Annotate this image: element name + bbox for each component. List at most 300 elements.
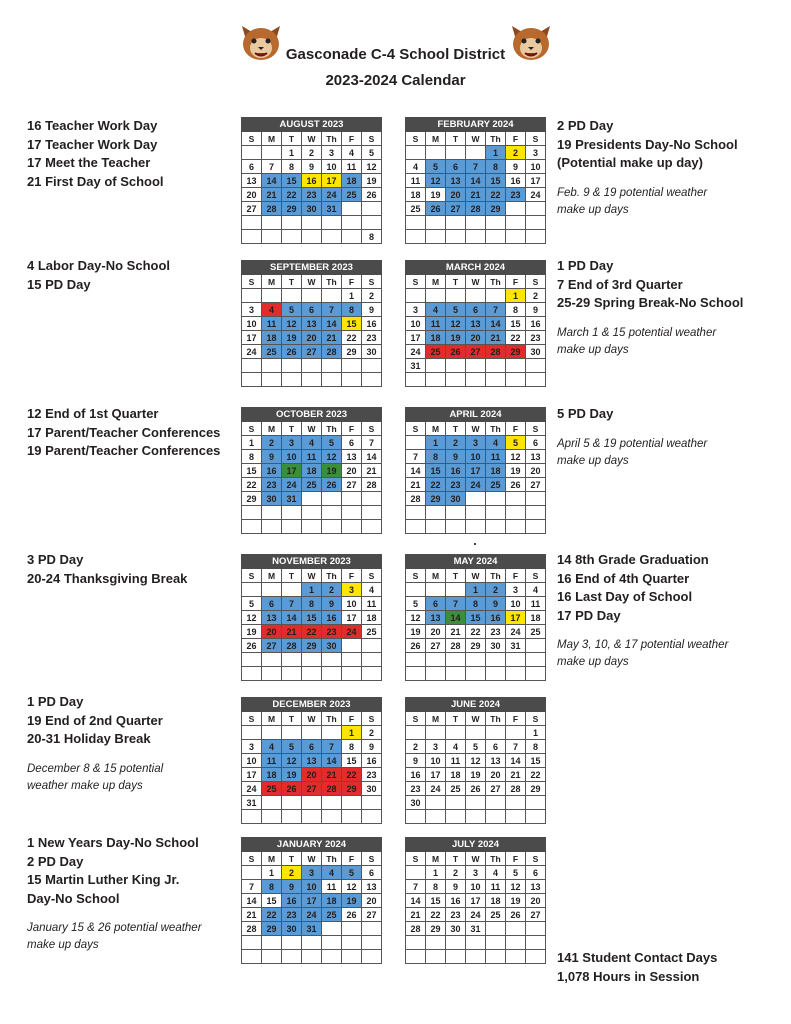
day-cell: 20	[526, 894, 546, 908]
empty-cell	[486, 653, 506, 667]
weekday-label: M	[262, 275, 282, 289]
empty-cell	[406, 866, 426, 880]
empty-cell	[362, 520, 382, 534]
day-cell: 1	[426, 866, 446, 880]
day-cell: 8	[242, 450, 262, 464]
month-calendar	[405, 697, 546, 824]
weekday-label: W	[466, 275, 486, 289]
day-cell: 24	[466, 478, 486, 492]
day-cell: 11	[526, 597, 546, 611]
weekday-label: M	[262, 569, 282, 583]
day-cell: 2	[526, 289, 546, 303]
empty-cell	[486, 950, 506, 964]
day-cell: 9	[362, 303, 382, 317]
day-cell: 13	[362, 880, 382, 894]
day-cell: 15	[302, 611, 322, 625]
month-title: JANUARY 2024	[242, 838, 382, 852]
empty-cell	[282, 810, 302, 824]
note-line: 16 End of 4th Quarter	[557, 570, 690, 586]
day-cell: 23	[526, 331, 546, 345]
day-cell: 12	[242, 611, 262, 625]
day-cell: 16	[526, 317, 546, 331]
day-cell: 7	[466, 160, 486, 174]
day-cell: 11	[486, 450, 506, 464]
weekday-label: F	[342, 569, 362, 583]
left-notes-block	[27, 834, 247, 954]
note-line: 17 PD Day	[557, 607, 621, 623]
empty-cell	[406, 506, 426, 520]
day-cell: 28	[406, 922, 426, 936]
day-cell: 15	[242, 464, 262, 478]
note-line: 1 New Years Day-No School	[27, 835, 199, 850]
empty-cell	[362, 639, 382, 653]
empty-cell	[506, 202, 526, 216]
note-line: 19 Parent/Teacher Conferences	[27, 443, 221, 458]
empty-cell	[242, 373, 262, 387]
empty-cell	[282, 583, 302, 597]
empty-cell	[342, 202, 362, 216]
empty-cell	[426, 950, 446, 964]
day-cell: 6	[262, 597, 282, 611]
note-line: 15 PD Day	[27, 276, 91, 292]
empty-cell	[406, 146, 426, 160]
day-cell: 23	[262, 478, 282, 492]
right-notes-block	[557, 257, 777, 359]
day-cell: 4	[262, 740, 282, 754]
empty-cell	[446, 506, 466, 520]
day-cell: 27	[526, 478, 546, 492]
weekday-label: T	[282, 275, 302, 289]
day-cell: 30	[526, 345, 546, 359]
empty-cell	[242, 653, 262, 667]
empty-cell	[262, 520, 282, 534]
weekday-label: W	[466, 422, 486, 436]
day-cell: 17	[242, 331, 262, 345]
day-cell: 28	[322, 345, 342, 359]
day-cell: 22	[526, 768, 546, 782]
empty-cell	[342, 639, 362, 653]
empty-cell	[506, 922, 526, 936]
empty-cell	[262, 289, 282, 303]
day-cell: 23	[406, 782, 426, 796]
empty-cell	[506, 359, 526, 373]
day-cell: 25	[486, 908, 506, 922]
empty-cell	[526, 936, 546, 950]
day-cell: 6	[242, 160, 262, 174]
day-cell: 22	[342, 768, 362, 782]
weekday-label: M	[426, 422, 446, 436]
day-cell: 18	[446, 768, 466, 782]
day-cell: 27	[446, 202, 466, 216]
day-cell: 10	[406, 317, 426, 331]
day-cell: 11	[322, 880, 342, 894]
day-cell: 4	[426, 303, 446, 317]
empty-cell	[486, 922, 506, 936]
day-cell: 19	[362, 174, 382, 188]
month-calendar	[241, 407, 382, 534]
empty-cell	[322, 373, 342, 387]
wildcat-mascot-icon	[508, 22, 554, 62]
day-cell: 17	[526, 174, 546, 188]
empty-cell	[506, 796, 526, 810]
empty-cell	[342, 216, 362, 230]
day-cell: 14	[446, 611, 466, 625]
day-cell: 27	[526, 908, 546, 922]
weekday-label: M	[262, 712, 282, 726]
day-cell: 13	[526, 450, 546, 464]
empty-cell	[486, 492, 506, 506]
day-cell: 21	[506, 768, 526, 782]
empty-cell	[526, 359, 546, 373]
weekday-label: Th	[486, 712, 506, 726]
day-cell: 3	[506, 583, 526, 597]
day-cell: 23	[282, 908, 302, 922]
weekday-label: T	[446, 712, 466, 726]
empty-cell	[282, 667, 302, 681]
day-cell: 6	[466, 303, 486, 317]
empty-cell	[342, 492, 362, 506]
day-cell: 19	[426, 188, 446, 202]
day-cell: 13	[262, 611, 282, 625]
stray-dot	[474, 543, 476, 545]
day-cell: 19	[322, 464, 342, 478]
empty-cell	[262, 506, 282, 520]
month-title: DECEMBER 2023	[242, 698, 382, 712]
empty-cell	[486, 796, 506, 810]
empty-cell	[466, 289, 486, 303]
weekday-label: W	[302, 132, 322, 146]
empty-cell	[526, 230, 546, 244]
weekday-label: S	[406, 852, 426, 866]
empty-cell	[426, 289, 446, 303]
empty-cell	[342, 950, 362, 964]
day-cell: 30	[302, 202, 322, 216]
day-cell: 19	[506, 464, 526, 478]
weekday-label: T	[446, 852, 466, 866]
empty-cell	[526, 506, 546, 520]
month-calendar	[241, 117, 382, 244]
day-cell: 31	[466, 922, 486, 936]
month-calendar	[241, 260, 382, 387]
month-title: AUGUST 2023	[242, 118, 382, 132]
empty-cell	[322, 520, 342, 534]
day-cell: 11	[426, 317, 446, 331]
empty-cell	[282, 653, 302, 667]
empty-cell	[426, 936, 446, 950]
note-line: 2 PD Day	[557, 118, 614, 133]
day-cell: 18	[262, 331, 282, 345]
day-cell: 28	[506, 782, 526, 796]
empty-cell	[342, 810, 362, 824]
day-cell: 13	[466, 317, 486, 331]
day-cell: 25	[526, 625, 546, 639]
weekday-label: F	[506, 132, 526, 146]
weekday-label: W	[302, 569, 322, 583]
empty-cell	[262, 216, 282, 230]
day-cell: 19	[466, 768, 486, 782]
day-cell: 25	[342, 188, 362, 202]
weekday-label: T	[446, 275, 466, 289]
weekday-label: M	[426, 712, 446, 726]
empty-cell	[466, 796, 486, 810]
day-cell: 14	[506, 754, 526, 768]
weekday-label: W	[466, 132, 486, 146]
empty-cell	[362, 359, 382, 373]
empty-cell	[526, 653, 546, 667]
day-cell: 24	[302, 908, 322, 922]
day-cell: 15	[426, 894, 446, 908]
day-cell: 21	[406, 908, 426, 922]
empty-cell	[486, 520, 506, 534]
day-cell: 17	[302, 894, 322, 908]
day-cell: 21	[282, 625, 302, 639]
day-cell: 13	[526, 880, 546, 894]
empty-cell	[426, 359, 446, 373]
day-cell: 18	[486, 464, 506, 478]
day-cell: 25	[406, 202, 426, 216]
day-cell: 17	[506, 611, 526, 625]
day-cell: 10	[526, 160, 546, 174]
empty-cell	[406, 810, 426, 824]
day-cell: 4	[486, 866, 506, 880]
day-cell: 3	[342, 583, 362, 597]
empty-cell	[506, 726, 526, 740]
day-cell: 10	[466, 880, 486, 894]
weekday-label: W	[302, 852, 322, 866]
empty-cell	[302, 796, 322, 810]
empty-cell	[282, 796, 302, 810]
empty-cell	[282, 950, 302, 964]
day-cell: 27	[426, 639, 446, 653]
empty-cell	[446, 216, 466, 230]
empty-cell	[322, 936, 342, 950]
note-line: 21 First Day of School	[27, 173, 164, 189]
empty-cell	[362, 950, 382, 964]
month-title: JULY 2024	[406, 838, 546, 852]
empty-cell	[302, 359, 322, 373]
empty-cell	[426, 216, 446, 230]
day-cell: 31	[302, 922, 322, 936]
day-cell: 15	[466, 611, 486, 625]
day-cell: 25	[262, 782, 282, 796]
weekday-label: S	[242, 852, 262, 866]
empty-cell	[526, 796, 546, 810]
day-cell: 29	[526, 782, 546, 796]
empty-cell	[262, 146, 282, 160]
day-cell: 15	[282, 174, 302, 188]
day-cell: 4	[322, 866, 342, 880]
day-cell: 22	[486, 188, 506, 202]
day-cell: 11	[446, 754, 466, 768]
day-cell: 2	[506, 146, 526, 160]
month-title: FEBRUARY 2024	[406, 118, 546, 132]
day-cell: 8	[426, 880, 446, 894]
empty-cell	[302, 520, 322, 534]
day-cell: 15	[426, 464, 446, 478]
empty-cell	[342, 922, 362, 936]
empty-cell	[486, 289, 506, 303]
month-title: NOVEMBER 2023	[242, 555, 382, 569]
weekday-label: T	[446, 132, 466, 146]
note-line: 20-24 Thanksgiving Break	[27, 570, 188, 586]
empty-cell	[506, 667, 526, 681]
day-cell: 1	[506, 289, 526, 303]
day-cell: 6	[526, 866, 546, 880]
day-cell: 12	[426, 174, 446, 188]
day-cell: 19	[282, 768, 302, 782]
day-cell: 7	[242, 880, 262, 894]
day-cell: 12	[342, 880, 362, 894]
day-cell: 5	[282, 303, 302, 317]
day-cell: 26	[282, 345, 302, 359]
empty-cell	[302, 216, 322, 230]
empty-cell	[362, 796, 382, 810]
day-cell: 4	[446, 740, 466, 754]
empty-cell	[446, 583, 466, 597]
empty-cell	[322, 667, 342, 681]
day-cell: 20	[302, 331, 322, 345]
day-cell: 14	[406, 894, 426, 908]
day-cell: 12	[322, 450, 342, 464]
day-cell: 20	[262, 625, 282, 639]
weekday-label: S	[362, 852, 382, 866]
month-calendar	[405, 407, 546, 534]
day-cell: 1	[242, 436, 262, 450]
weekday-label: F	[342, 852, 362, 866]
empty-cell	[526, 373, 546, 387]
weekday-label: M	[426, 275, 446, 289]
day-cell: 28	[322, 782, 342, 796]
day-cell: 16	[282, 894, 302, 908]
day-cell: 24	[342, 625, 362, 639]
day-cell: 29	[342, 345, 362, 359]
day-cell: 28	[242, 922, 262, 936]
left-notes-block	[27, 117, 247, 191]
empty-cell	[466, 520, 486, 534]
empty-cell	[342, 506, 362, 520]
empty-cell	[282, 506, 302, 520]
day-cell: 21	[466, 188, 486, 202]
day-cell: 15	[526, 754, 546, 768]
day-cell: 3	[406, 303, 426, 317]
empty-cell	[406, 436, 426, 450]
day-cell: 9	[362, 740, 382, 754]
day-cell: 4	[342, 146, 362, 160]
weekday-label: Th	[486, 569, 506, 583]
empty-cell	[486, 230, 506, 244]
empty-cell	[362, 922, 382, 936]
empty-cell	[362, 667, 382, 681]
day-cell: 10	[242, 754, 262, 768]
day-cell: 1	[426, 436, 446, 450]
weekday-label: W	[302, 422, 322, 436]
day-cell: 16	[262, 464, 282, 478]
weekday-label: Th	[322, 569, 342, 583]
day-cell: 23	[322, 625, 342, 639]
left-notes-block	[27, 551, 247, 588]
day-cell: 10	[506, 597, 526, 611]
left-notes-block	[27, 693, 247, 795]
day-cell: 6	[342, 436, 362, 450]
day-cell: 3	[526, 146, 546, 160]
note-line: 5 PD Day	[557, 406, 614, 421]
day-cell: 13	[446, 174, 466, 188]
empty-cell	[426, 726, 446, 740]
day-cell: 5	[406, 597, 426, 611]
day-cell: 21	[406, 478, 426, 492]
day-cell: 19	[406, 625, 426, 639]
day-cell: 18	[302, 464, 322, 478]
empty-cell	[322, 810, 342, 824]
empty-cell	[466, 492, 486, 506]
empty-cell	[262, 583, 282, 597]
day-cell: 14	[406, 464, 426, 478]
day-cell: 22	[426, 908, 446, 922]
day-cell: 24	[322, 188, 342, 202]
weekday-label: M	[262, 132, 282, 146]
day-cell: 2	[282, 866, 302, 880]
day-cell: 29	[242, 492, 262, 506]
month-calendar	[241, 697, 382, 824]
empty-cell	[406, 230, 426, 244]
day-cell: 20	[342, 464, 362, 478]
day-cell: 9	[446, 450, 466, 464]
empty-cell	[362, 216, 382, 230]
empty-cell	[242, 506, 262, 520]
weekday-label: S	[526, 275, 546, 289]
day-cell: 21	[262, 188, 282, 202]
note-line: 20-31 Holiday Break	[27, 731, 151, 746]
weekday-label: Th	[486, 422, 506, 436]
empty-cell	[322, 289, 342, 303]
empty-cell	[446, 950, 466, 964]
day-cell: 21	[322, 331, 342, 345]
day-cell: 4	[486, 436, 506, 450]
empty-cell	[322, 653, 342, 667]
day-cell: 28	[406, 492, 426, 506]
weekday-label: M	[426, 852, 446, 866]
weekday-label: M	[262, 852, 282, 866]
day-cell: 2	[362, 726, 382, 740]
month-calendar	[405, 837, 546, 964]
day-cell: 2	[302, 146, 322, 160]
weekday-label: T	[282, 422, 302, 436]
page-title: Gasconade C-4 School District	[285, 46, 506, 63]
day-cell: 21	[362, 464, 382, 478]
weekday-label: S	[362, 275, 382, 289]
empty-cell	[426, 667, 446, 681]
month-calendar	[405, 260, 546, 387]
empty-cell	[262, 810, 282, 824]
day-cell: 31	[322, 202, 342, 216]
day-cell: 16	[322, 611, 342, 625]
note-line: 7 End of 3rd Quarter	[557, 276, 683, 292]
day-cell: 30	[486, 639, 506, 653]
day-cell: 20	[426, 625, 446, 639]
day-cell: 22	[466, 625, 486, 639]
day-cell: 22	[342, 331, 362, 345]
day-cell: 7	[322, 740, 342, 754]
day-cell: 26	[242, 639, 262, 653]
empty-cell	[466, 506, 486, 520]
empty-cell	[322, 950, 342, 964]
day-cell: 23	[362, 768, 382, 782]
weekday-label: M	[426, 569, 446, 583]
day-cell: 15	[262, 894, 282, 908]
day-cell: 4	[526, 583, 546, 597]
day-cell: 29	[282, 202, 302, 216]
day-cell: 29	[426, 492, 446, 506]
